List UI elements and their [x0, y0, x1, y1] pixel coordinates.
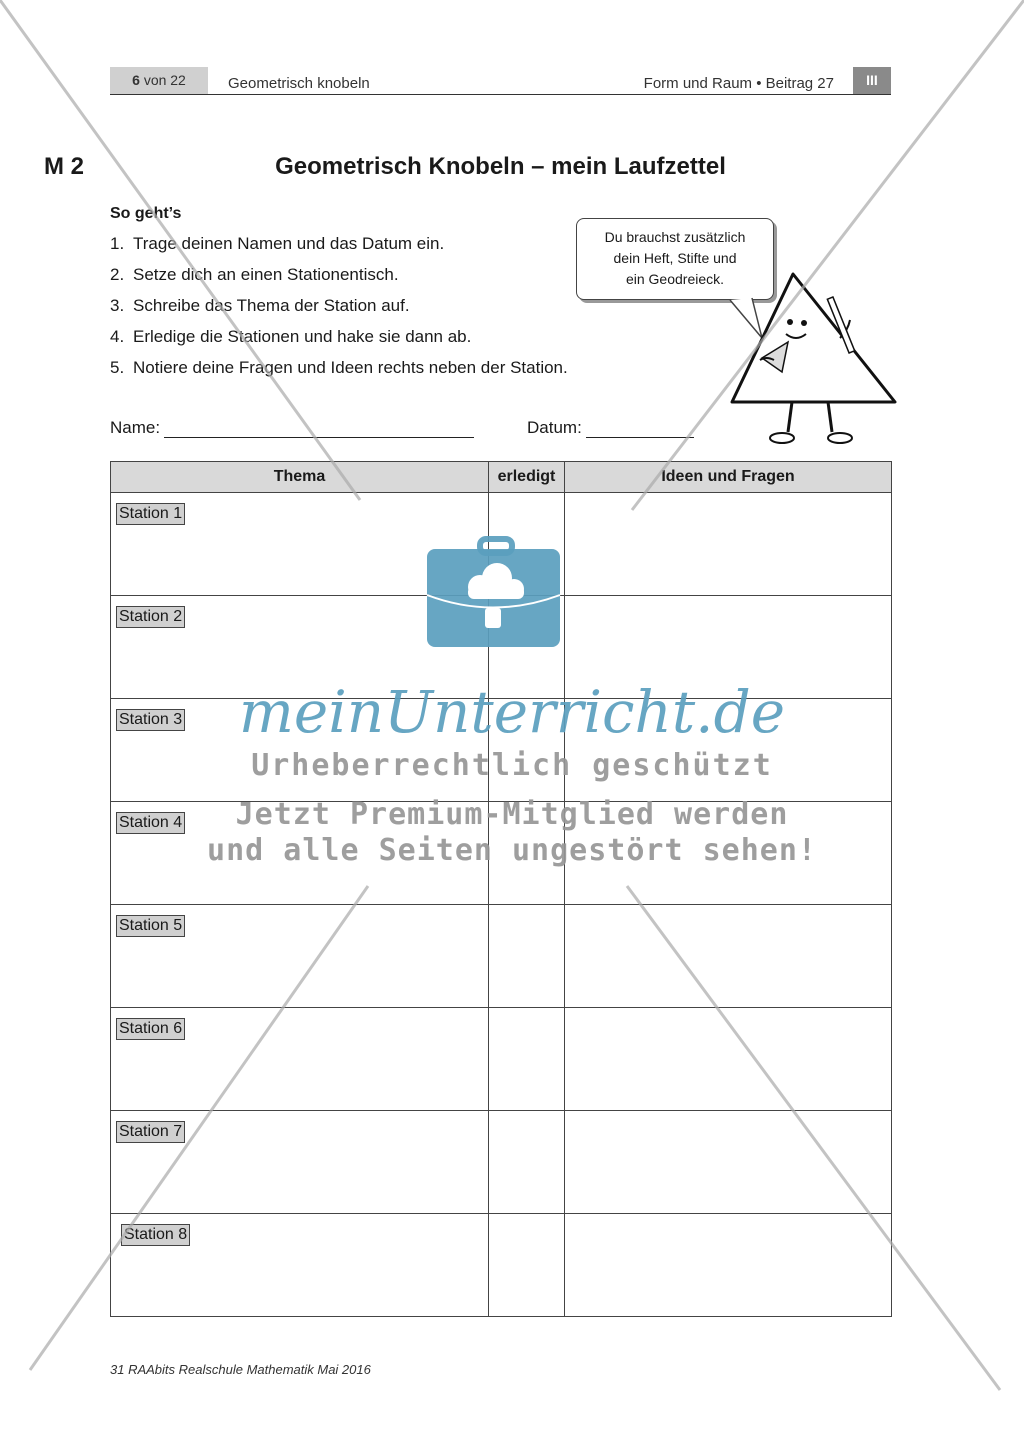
step-number: 5.: [110, 358, 125, 377]
ideas-cell[interactable]: [565, 1214, 892, 1317]
name-field[interactable]: [110, 418, 474, 438]
station-label: Station 8: [121, 1224, 190, 1246]
step-text: Schreibe das Thema der Station auf.: [133, 296, 410, 315]
topic-cell[interactable]: [111, 1214, 489, 1317]
step-number: 4.: [110, 327, 125, 346]
topic-cell[interactable]: [111, 1008, 489, 1111]
step-text: Trage deinen Namen und das Datum ein.: [133, 234, 445, 253]
header-series: Form und Raum • Beitrag 27: [643, 75, 834, 92]
table-row: [111, 905, 892, 1008]
page-header: [110, 67, 891, 95]
ideas-cell[interactable]: [565, 1008, 892, 1111]
station-label: Station 4: [116, 812, 185, 834]
page-counter: [110, 67, 208, 94]
name-label: Name:: [110, 418, 161, 437]
watermark-line: Jetzt Premium-Mitglied werden: [235, 797, 789, 832]
done-cell[interactable]: [489, 1008, 565, 1111]
page-total: von 22: [143, 72, 186, 88]
list-item: [110, 296, 568, 327]
table-row: [111, 1008, 892, 1111]
column-header-topic: Thema: [111, 462, 489, 493]
station-label: Station 1: [116, 503, 185, 525]
name-blank-line[interactable]: [164, 419, 474, 438]
material-label: M 2: [44, 153, 85, 180]
done-cell[interactable]: [489, 1111, 565, 1214]
station-table: [110, 461, 892, 1317]
bubble-line: ein Geodreieck.: [625, 271, 725, 287]
ideas-cell[interactable]: [565, 1111, 892, 1214]
station-label: Station 7: [116, 1121, 185, 1143]
table-row: [111, 493, 892, 596]
step-text: Setze dich an einen Stationentisch.: [133, 265, 399, 284]
list-item: [110, 234, 568, 265]
ideas-cell[interactable]: [565, 905, 892, 1008]
table-header-row: [111, 462, 892, 493]
done-cell[interactable]: [489, 905, 565, 1008]
list-item: [110, 327, 568, 358]
instructions-list: [110, 234, 568, 389]
header-title: Geometrisch knobeln: [228, 75, 370, 92]
step-number: 3.: [110, 296, 125, 315]
watermark-brand: meinUnterricht.de: [238, 678, 786, 746]
step-number: 2.: [110, 265, 125, 284]
column-header-done: erledigt: [489, 462, 565, 493]
table-row: [111, 1111, 892, 1214]
topic-cell[interactable]: [111, 905, 489, 1008]
table-row: [111, 1214, 892, 1317]
step-text: Notiere deine Fragen und Ideen rechts neben der Station.: [133, 358, 568, 377]
column-header-ideas: Ideen und Fragen: [565, 462, 892, 493]
watermark-line: Urheberrechtlich geschützt: [251, 748, 773, 783]
page-title: Geometrisch Knobeln – mein Laufzettel: [275, 153, 726, 180]
list-item: [110, 358, 568, 389]
page-number: 6: [132, 72, 140, 88]
page-footer: 31 RAAbits Realschule Mathematik Mai 2016: [110, 1362, 371, 1377]
instructions-title: So geht’s: [110, 205, 182, 222]
step-number: 1.: [110, 234, 125, 253]
triangle-mascot-icon: [700, 260, 930, 450]
bubble-line: Du brauchst zusätzlich: [604, 229, 746, 245]
date-label: Datum:: [527, 418, 582, 437]
station-label: Station 6: [116, 1018, 185, 1040]
station-label: Station 3: [116, 709, 185, 731]
bubble-line: dein Heft, Stifte und: [613, 250, 737, 266]
level-badge: III: [853, 67, 891, 94]
date-blank-line[interactable]: [586, 419, 694, 438]
date-field[interactable]: [527, 418, 694, 438]
done-cell[interactable]: [489, 1214, 565, 1317]
list-item: [110, 265, 568, 296]
step-text: Erledige die Stationen und hake sie dann ab.: [133, 327, 472, 346]
topic-cell[interactable]: [111, 493, 489, 596]
watermark-line: und alle Seiten ungestört sehen!: [207, 833, 817, 868]
station-label: Station 2: [116, 606, 185, 628]
done-cell[interactable]: [489, 493, 565, 596]
ideas-cell[interactable]: [565, 493, 892, 596]
topic-cell[interactable]: [111, 1111, 489, 1214]
station-label: Station 5: [116, 915, 185, 937]
